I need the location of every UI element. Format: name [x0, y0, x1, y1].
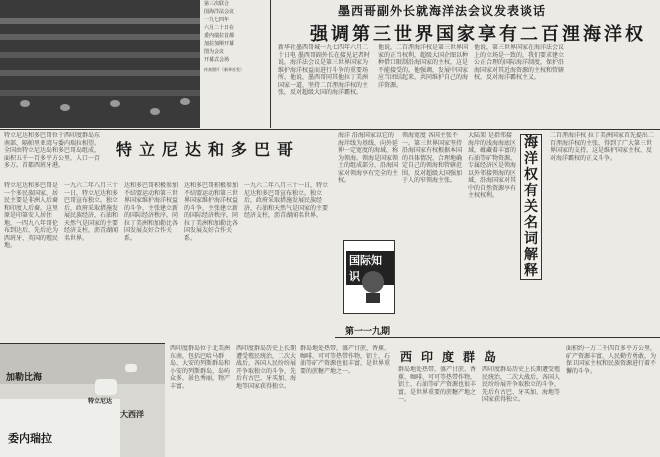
article-column: 海洋 沿海国家以它的海岸线为基线，向外延伸一定宽度的海域，称为领海。领海是国家领土的组成部分，沿海国家对领海享有完全的主权。 [338, 132, 398, 184]
article-column: 特立尼达和多巴哥位于西印度群岛东南部，隔帕里亚湾与委内瑞拉相望。全国由特立尼达岛和多巴哥岛组成，面积五千一百多平方公里，人口一百多万。首都西班牙港。 [4, 132, 100, 169]
article-column: 西印度群岛历史上长期遭受殖民统治，二次大战后，各国人民纷纷展开争取独立的斗争，先后有古巴、牙买加、海地等国家获得独立。 [482, 366, 561, 403]
badge-label: 国际知识 [346, 251, 394, 285]
article-column: 西印度群岛历史上长期遭受殖民统治，二次大战后，各国人民纷纷展开争取独立的斗争，先后有古巴、牙买加、海地等国家获得独立。 [236, 345, 296, 390]
article-column: 他说，二百浬海洋权是第三世界国家的正当权利，超级大国企图以种种借口限制沿海国家的主权，这是不能接受的。他强调，发展中国家应当团结起来，共同维护自己的海洋资源。 [378, 44, 469, 89]
region-map [0, 343, 165, 457]
globe-stand-icon [366, 293, 380, 303]
map-label: 特立尼达 [88, 398, 113, 405]
article-column: 一九六二年八月三十一日，特立尼达和多巴哥宣布独立。独立后，政府采取措施发展民族经济，石油和天然气是国家的主要经济支柱，沥青湖闻名世界。 [244, 182, 329, 219]
divider [335, 337, 660, 338]
globe-icon [362, 271, 384, 293]
article-column: 特立尼达和多巴哥是一个多民族国家，居民主要是非洲人后裔和印度人后裔。这里原是印第安人居住地，一四九八年哥伦布到达后，先后沦为西班牙、英国的殖民地。 [4, 182, 59, 249]
main-headline: 强调第三世界国家享有二百浬海洋权 [310, 24, 646, 45]
divider [0, 129, 660, 130]
article-column: 二百浬海洋权 拉丁美洲国家首先提出二百浬海洋权的主张，得到了广大第三世界国家的支持，这是维护国家主权、反对海洋霸权的正义斗争。 [550, 132, 654, 162]
article-column: 面积约一万二千四百多平方公里，矿产资源丰富，人民勤劳勇敢，为保卫国家主权和民族资源进行着不懈的斗争。 [566, 345, 656, 375]
map-label: 委内瑞拉 [8, 432, 52, 445]
article-column: 新华社墨西哥城一九七四年六月二十日电 墨西哥副外长在接见记者时说，海洋法会议是第三世界国家为维护海洋权益而进行斗争的重要场所。他说，墨西哥同其他拉丁美洲国家一道，坚持二百浬海洋权的主张，反对超级大国的海洋霸权。 [278, 44, 370, 96]
article-column: 西印度群岛位于北美洲东南，包括巴哈马群岛、大安的列斯群岛和小安的列斯群岛，岛屿众多，景色秀丽，物产丰富。 [170, 345, 230, 390]
issue-number: 第一一九期 [345, 327, 391, 337]
divider [270, 0, 271, 128]
article-column: 大陆架 是指邻接海岸的浅海海底区域，蕴藏着丰富的石油等矿物资源。专属经济区是领海以外邻接领海的区域，沿海国家对其中的自然资源享有主权权利。 [468, 132, 516, 199]
section-title: 特立尼达和多巴哥 [116, 140, 301, 159]
article-column: 领海宽度 各国主张不一。第三世界国家坚持沿海国家有权根据本国的具体情况，合理地确定自己的领海和管辖范围，反对超级大国强加于人的窄领海主张。 [402, 132, 463, 184]
article-column: 群岛地处热带，盛产甘蔗、香蕉、咖啡、可可等热带作物，铝土、石油等矿产资源也很丰富，是世界重要的蔗糖产地之一。 [398, 366, 477, 403]
article-column: 达和多巴哥积极参加不结盟运动和第三世界国家维护海洋权益的斗争，主张建立新的国际经济秩序，同拉丁美洲和加勒比各国发展友好合作关系。 [124, 182, 179, 242]
article-column: 群岛地处热带，盛产甘蔗、香蕉、咖啡、可可等热带作物，铝土、石油等矿产资源也很丰富，是世界重要的蔗糖产地之一。 [300, 345, 391, 375]
map-label: 加勒比海 [6, 373, 43, 383]
conference-photo [0, 0, 200, 128]
section-title: 西印度群岛 [400, 350, 506, 364]
article-column: 他说，第三世界国家在海洋法会议上的立场是一致的，我们要求建立公正合理的国际海洋制度，保护沿海国家对其近海资源的主权和管辖权，反对海洋霸权主义。 [474, 44, 565, 81]
kicker-headline: 墨西哥副外长就海洋法会议发表谈话 [338, 4, 547, 18]
article-column: 达和多巴哥积极参加不结盟运动和第三世界国家维护海洋权益的斗争，主张建立新的国际经济秩序，同拉丁美洲和加勒比各国发展友好合作关系。 [184, 182, 239, 242]
photo-caption: 第三次联合 国海洋法会议 一九七四年 六月二十日在 委内瑞拉首都 加拉加斯开幕 图为会议 开幕式会场 传真照片（新华社发） [204, 0, 270, 74]
column-badge [343, 240, 395, 314]
photo-credit: 传真照片（新华社发） [204, 67, 244, 72]
map-label: 大西洋 [120, 409, 144, 419]
article-column: 一九六二年八月三十一日，特立尼达和多巴哥宣布独立。独立后，政府采取措施发展民族经济，石油和天然气是国家的主要经济支柱，沥青湖闻名世界。 [64, 182, 119, 242]
sidebar-vertical-title: 海洋权有关名词解释 [520, 134, 542, 280]
